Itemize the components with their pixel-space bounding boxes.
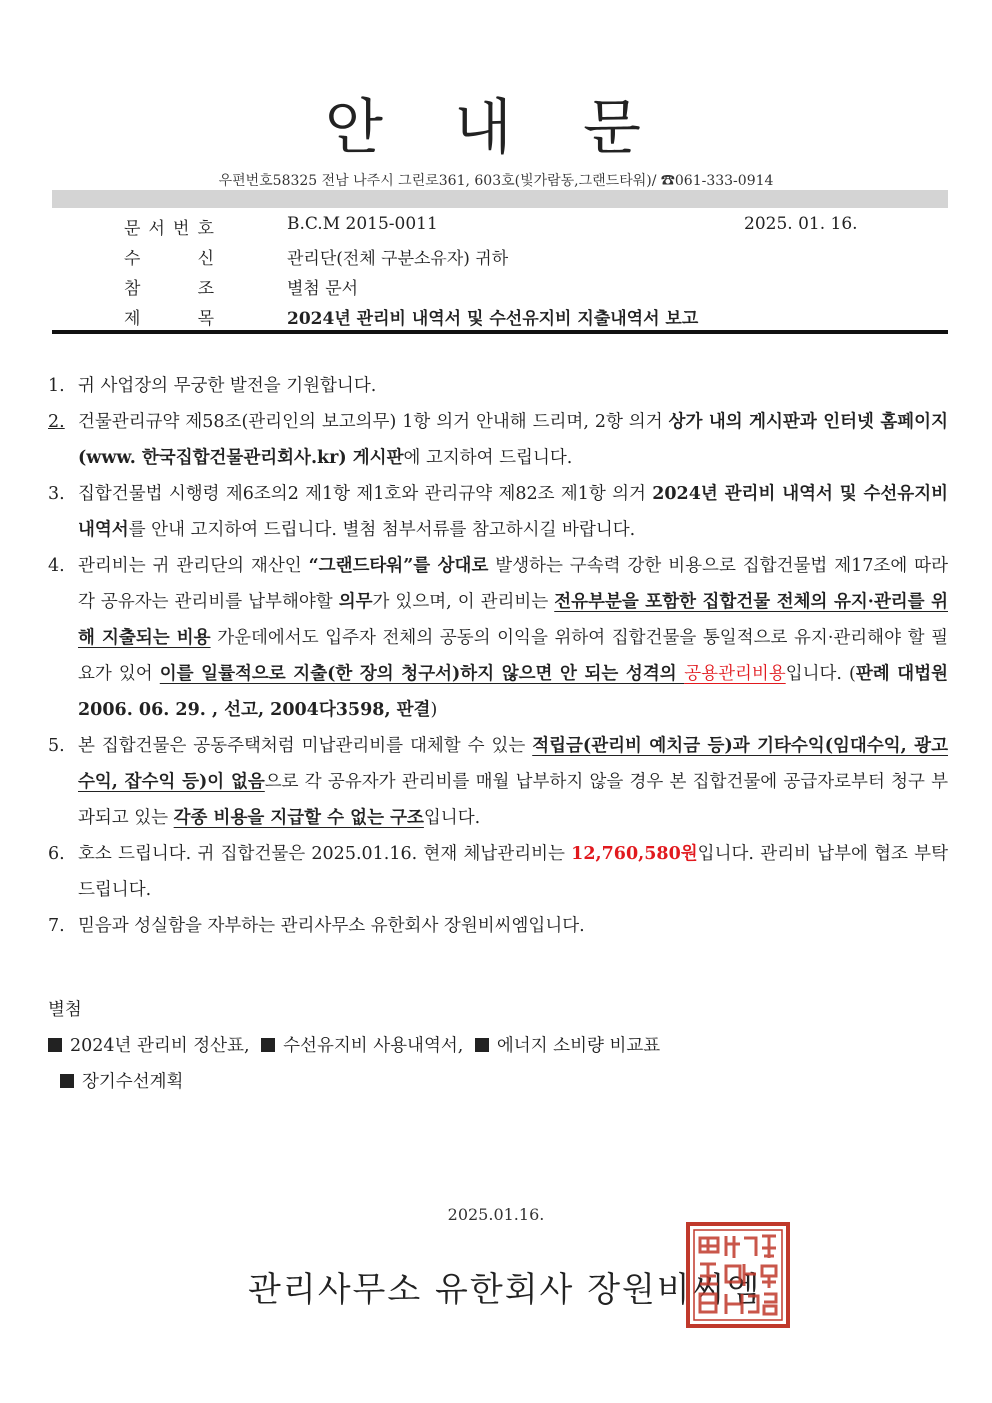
header-rule xyxy=(52,330,948,334)
square-bullet-icon xyxy=(48,1038,62,1052)
item-number: 3. xyxy=(48,484,65,504)
label-char: 신 xyxy=(197,249,214,269)
text-run: 관리비는 귀 관리단의 재산인 xyxy=(78,556,309,576)
label-char: 목 xyxy=(197,309,214,329)
page-title: 안 내 문 xyxy=(324,93,668,163)
item-text xyxy=(78,476,948,548)
text-run: 건물관리규약 제58조(관리인의 보고의무) 1항 의거 안내해 드리며, 2항 의거 xyxy=(78,412,669,432)
item-text xyxy=(78,836,948,908)
text-run: 호소 드립니다. 귀 집합건물은 2025.01.16. 현재 체납관리비는 xyxy=(78,844,572,864)
label-char: 호 xyxy=(197,219,214,239)
attachment-item: 에너지 소비량 비교표 xyxy=(496,1036,661,1056)
meta-label-subject xyxy=(124,304,214,329)
attachment-item: 2024년 관리비 정산표, xyxy=(70,1036,250,1056)
bold-run: 상가 내의 게시판과 인터넷 홈페이지(www. 한국집합건물관리회사.kr) 게시판 xyxy=(78,412,948,468)
reference: 별첨 문서 xyxy=(287,279,359,299)
item-number: 1. xyxy=(48,376,65,396)
underlined-run: 전유부분을 포함한 집합건물 전체의 유지·관리를 위해 지출되는 비용 xyxy=(78,592,948,648)
bold-run: “그랜드타워”를 상대로 xyxy=(308,556,489,576)
label-char: 번 xyxy=(173,219,190,239)
item-text: 믿음과 성실함을 자부하는 관리사무소 유한회사 장원비씨엠입니다. xyxy=(78,916,585,936)
text-run: 입니다. xyxy=(423,808,481,828)
attachments-line-2 xyxy=(48,1064,948,1100)
bold-run: 2024년 관리비 내역서 및 수선유지비 내역서 xyxy=(78,484,949,540)
attachments-line-1 xyxy=(48,1028,948,1064)
list-item-4 xyxy=(48,548,948,728)
square-bullet-icon xyxy=(475,1038,489,1052)
label-char: 수 xyxy=(124,249,141,269)
meta-label-to xyxy=(124,244,214,269)
item-number: 6. xyxy=(48,844,65,864)
arrears-amount: 12,760,580원 xyxy=(571,844,698,864)
meta-row-to xyxy=(52,244,948,274)
label-char: 조 xyxy=(197,279,214,299)
label-char: 제 xyxy=(124,309,141,329)
subject: 2024년 관리비 내역서 및 수선유지비 지출내역서 보고 xyxy=(287,309,699,329)
underlined-run: 적립금(관리비 예치금 등)과 기타수익(임대수익, 광고수익, 잡수익 등)이 없음 xyxy=(78,736,948,792)
spacer xyxy=(48,944,948,980)
list-item-1 xyxy=(48,368,948,404)
text-run: 발생하는 구속력 강한 비용으로 집합건물법 제17조에 따라 각 공유자는 관리비를 납부해야할 xyxy=(78,556,948,612)
list-item-6 xyxy=(48,836,948,908)
label-char: 서 xyxy=(148,219,165,239)
text-run: 를 안내 고지하여 드립니다. 별첨 첨부서류를 참고하시길 바랍니다. xyxy=(128,520,636,540)
attachments-title: 별첨 xyxy=(48,1000,82,1020)
text-run: 에 고지하여 드립니다. xyxy=(403,448,573,468)
item-text: 귀 사업장의 무궁한 발전을 기원합니다. xyxy=(78,376,377,396)
grey-band xyxy=(52,190,948,208)
text-run: 본 집합건물은 공동주택처럼 미납관리비를 대체할 수 있는 xyxy=(78,736,533,756)
text-run: 으로 각 공유자가 관리비를 매월 납부하지 않을 경우 본 집합건물에 공급자로부터 청구 부과되고 있는 xyxy=(78,772,948,828)
text-run: 가 있으며, 이 관리비는 xyxy=(372,592,555,612)
attachment-item: 수선유지비 사용내역서, xyxy=(283,1036,464,1056)
list-item-2 xyxy=(48,404,948,476)
text-run: 가운데에서도 입주자 전체의 공동의 이익을 위하여 집합건물을 통일적으로 유지·관리해야 할 필요가 있어 xyxy=(78,628,948,684)
bold-run: 판례 대법원 2006. 06. 29. , 선고, 2004다3598, 판결 xyxy=(78,664,949,720)
text-run: 입니다. 관리비 납부에 협조 부탁드립니다. xyxy=(78,844,948,900)
meta-label-docno xyxy=(124,214,214,239)
item-number: 5. xyxy=(48,736,65,756)
square-bullet-icon xyxy=(261,1038,275,1052)
signer-name: 관리사무소 유한회사 장원비씨엠 xyxy=(248,1270,762,1310)
doc-number: B.C.M 2015-0011 xyxy=(287,214,438,234)
bold-run: 의무 xyxy=(338,592,373,612)
attachment-item: 장기수선계획 xyxy=(82,1072,184,1092)
text-run: 집합건물법 시행령 제6조의2 제1항 제1호와 관리규약 제82조 제1항 의거 xyxy=(78,484,653,504)
meta-label-ref xyxy=(124,274,214,299)
list-item-3 xyxy=(48,476,948,548)
meta-row-ref xyxy=(52,274,948,304)
address-line: 우편번호58325 전남 나주시 그린로361, 603호(빛가람동,그랜드타워)/ ☎061-333-0914 xyxy=(218,173,774,189)
item-text xyxy=(78,548,948,728)
red-run: 공용관리비용 xyxy=(684,664,786,684)
underlined-run: 각종 비용을 지급할 수 없는 구조 xyxy=(173,808,424,828)
text-run: 입니다. ( xyxy=(785,664,856,684)
text-run: ) xyxy=(430,700,438,720)
body-text xyxy=(48,368,948,1100)
list-item-5 xyxy=(48,728,948,836)
item-number: 7. xyxy=(48,916,65,936)
signature-date: 2025.01.16. xyxy=(447,1205,545,1224)
recipient: 관리단(전체 구분소유자) 귀하 xyxy=(287,249,509,269)
label-char: 문 xyxy=(124,219,141,239)
item-number: 4. xyxy=(48,556,65,576)
company-seal-icon xyxy=(686,1222,790,1328)
square-bullet-icon xyxy=(60,1074,74,1088)
item-text xyxy=(78,404,948,476)
doc-date: 2025. 01. 16. xyxy=(744,214,858,234)
item-number: 2. xyxy=(48,412,65,432)
meta-row-docno xyxy=(52,214,948,244)
list-item-7 xyxy=(48,908,948,944)
item-text xyxy=(78,728,948,836)
label-char: 참 xyxy=(124,279,141,299)
underlined-run: 이를 일률적으로 지출(한 장의 청구서)하지 않으면 안 되는 성격의 xyxy=(159,664,685,684)
